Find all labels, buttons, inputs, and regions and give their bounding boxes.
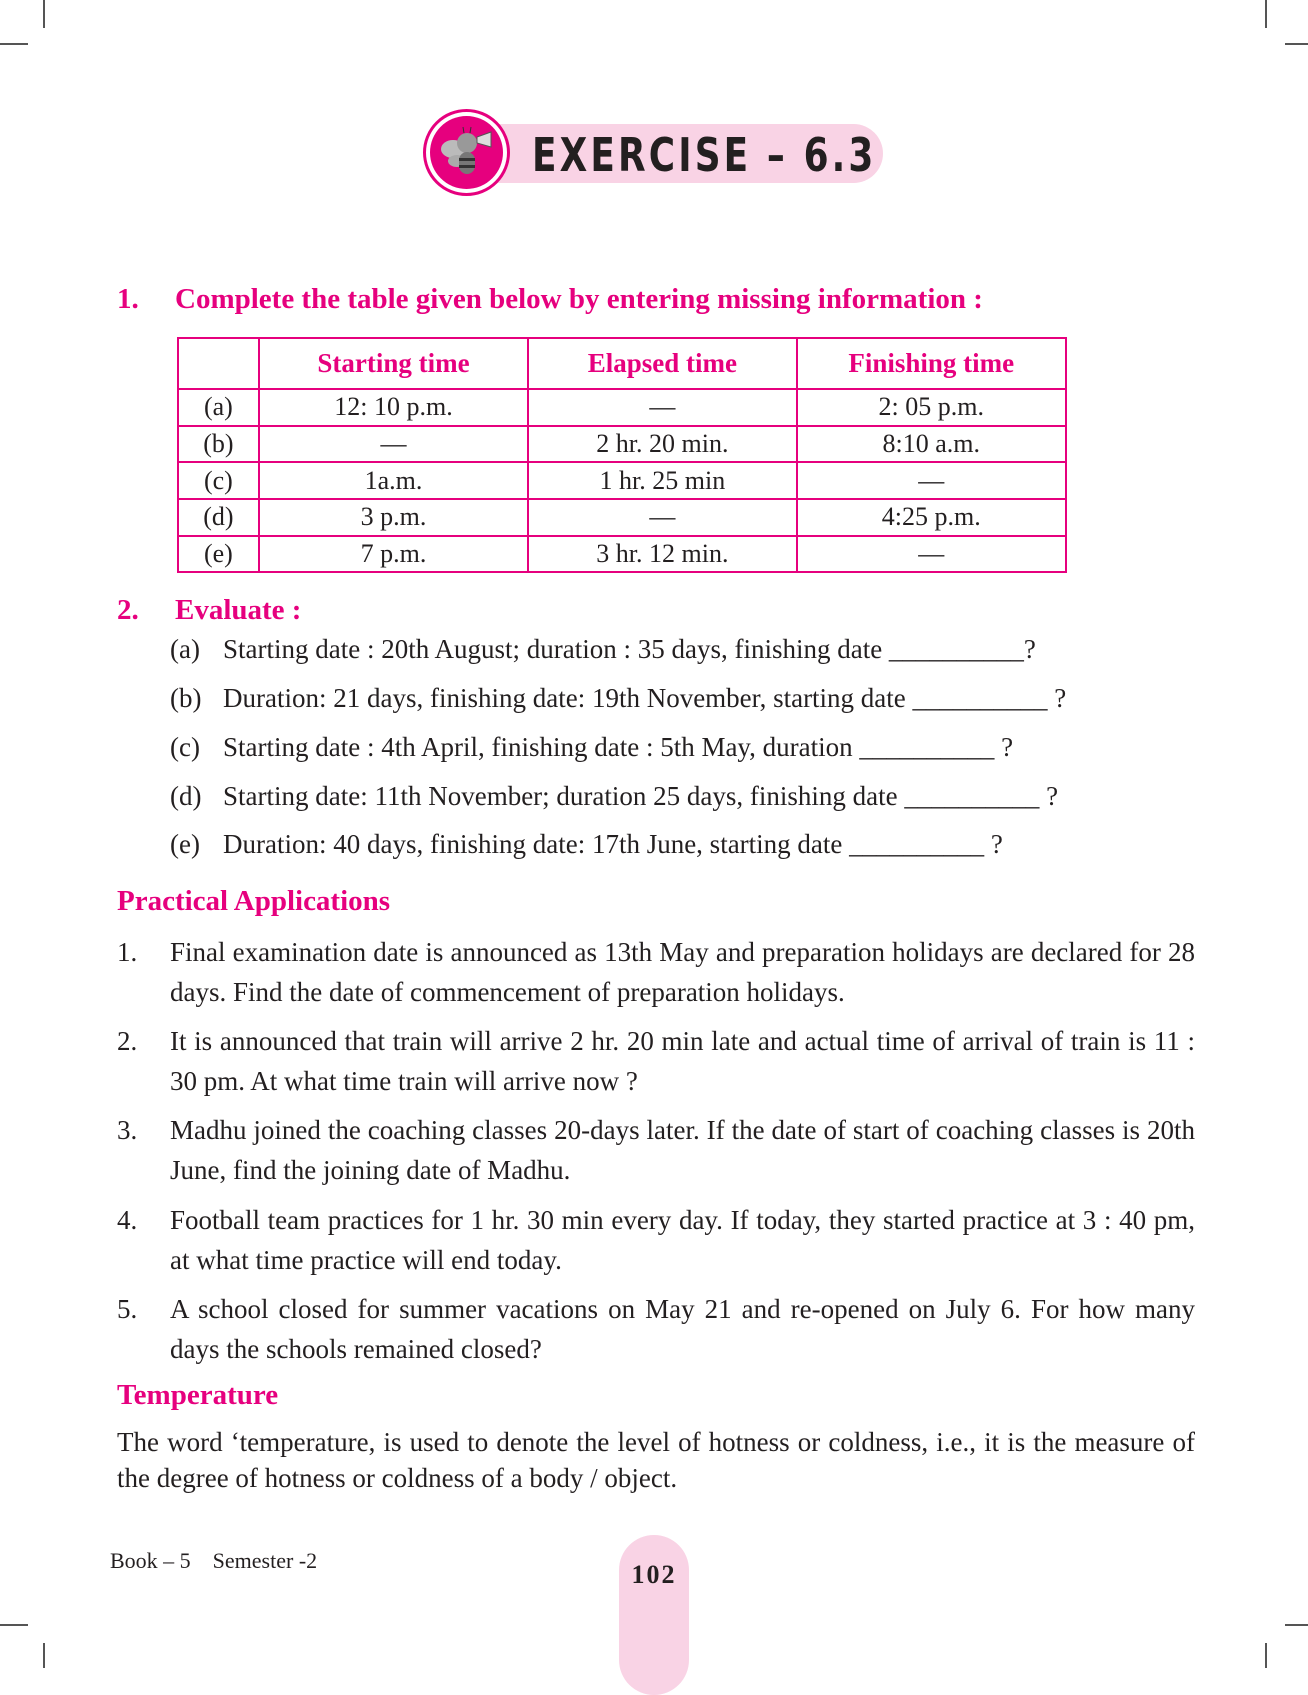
cell: 4:25 p.m. (797, 499, 1066, 536)
cell: (c) (178, 462, 259, 499)
paragraph: The word ‘temperature, is used to denote the level of hotness or coldness, i.e., it is the measure of the degree of hotness or coldness of a body / object. (117, 1427, 1195, 1493)
item-number: 5. (117, 1294, 138, 1324)
table-header-row (178, 338, 1066, 389)
cell: 2: 05 p.m. (797, 389, 1066, 426)
list-item (117, 1021, 1195, 1101)
cell: (e) (178, 536, 259, 573)
item-label: (e) (170, 829, 200, 859)
exercise-title: EXERCISE – 6.3 (532, 128, 877, 182)
cell: 1 hr. 25 min (528, 462, 796, 499)
list-item (117, 1289, 1195, 1369)
cell: — (528, 499, 796, 536)
crop-mark (0, 1624, 28, 1626)
crop-mark (1285, 1624, 1308, 1626)
crop-mark (1285, 43, 1308, 45)
crop-mark (43, 0, 45, 28)
question-text: Evaluate : (175, 594, 302, 626)
item-text: A school closed for summer vacations on May 21 and re-opened on July 6. For how many days the schools remained closed? (170, 1294, 1195, 1364)
cell: 3 hr. 12 min. (528, 536, 796, 573)
list-item (117, 1110, 1195, 1190)
item-text: Duration: 40 days, finishing date: 17th June, starting date __________ ? (223, 829, 1003, 859)
crop-mark (1265, 0, 1267, 28)
list-item (170, 829, 1003, 860)
column-header: Finishing time (797, 338, 1066, 389)
item-label: (b) (170, 683, 202, 713)
page-number-tab (619, 1535, 689, 1695)
cell: 2 hr. 20 min. (528, 426, 796, 463)
page-number: 102 (631, 1560, 677, 1589)
item-text: Duration: 21 days, finishing date: 19th November, starting date __________ ? (223, 683, 1067, 713)
list-item (170, 634, 1036, 665)
column-header (178, 338, 259, 389)
cell: (d) (178, 499, 259, 536)
item-text: Starting date : 4th April, finishing date : 5th May, duration __________ ? (223, 732, 1014, 762)
cell: 8:10 a.m. (797, 426, 1066, 463)
item-number: 2. (117, 1026, 138, 1056)
section-heading: Temperature (117, 1379, 279, 1411)
question-number: 2. (117, 594, 139, 626)
table-row (178, 426, 1066, 463)
table-row (178, 536, 1066, 573)
item-text: Final examination date is announced as 13th May and preparation holidays are declared for 28 days. Find the date of commencement of preparation holidays. (170, 937, 1195, 1007)
item-text: Madhu joined the coaching classes 20-days later. If the date of start of coaching classes is 20th June, find the joining date of Madhu. (170, 1115, 1195, 1185)
cell: 12: 10 p.m. (259, 389, 528, 426)
column-header: Starting time (259, 338, 528, 389)
item-number: 1. (117, 937, 138, 967)
list-item (170, 732, 1013, 763)
list-item (117, 1200, 1195, 1280)
crop-mark (0, 43, 28, 45)
question-text: Complete the table given below by entering missing information : (175, 283, 983, 315)
crop-mark (43, 1643, 45, 1668)
item-label: (a) (170, 634, 200, 664)
table-row (178, 462, 1066, 499)
item-text: Starting date: 11th November; duration 25 days, finishing date __________ ? (223, 781, 1059, 811)
item-number: 3. (117, 1115, 138, 1145)
item-text: Starting date : 20th August; duration : 35 days, finishing date __________? (223, 634, 1036, 664)
section-heading: Practical Applications (117, 885, 391, 917)
cell: — (797, 462, 1066, 499)
column-header: Elapsed time (528, 338, 796, 389)
list-item (117, 932, 1195, 1012)
item-label: (d) (170, 781, 202, 811)
cell: 1a.m. (259, 462, 528, 499)
cell: 3 p.m. (259, 499, 528, 536)
item-number: 4. (117, 1205, 138, 1235)
cell: 7 p.m. (259, 536, 528, 573)
list-item (170, 781, 1058, 812)
cell: (a) (178, 389, 259, 426)
footer-book: Book – 5 Semester -2 (110, 1548, 318, 1573)
bee-mascot-icon (423, 109, 510, 196)
item-text: It is announced that train will arrive 2 hr. 20 min late and actual time of arrival of train is 11 : 30 pm. At what time train will arrive now ? (170, 1026, 1195, 1096)
table-row (178, 389, 1066, 426)
cell: (b) (178, 426, 259, 463)
item-text: Football team practices for 1 hr. 30 min every day. If today, they started practice at 3 : 40 pm, at what time practice will end today. (170, 1205, 1195, 1275)
item-label: (c) (170, 732, 200, 762)
cell: — (797, 536, 1066, 573)
time-table (177, 337, 1067, 573)
question-number: 1. (117, 283, 139, 315)
crop-mark (1265, 1643, 1267, 1668)
table-row (178, 499, 1066, 536)
cell: — (528, 389, 796, 426)
cell: — (259, 426, 528, 463)
list-item (170, 683, 1066, 714)
